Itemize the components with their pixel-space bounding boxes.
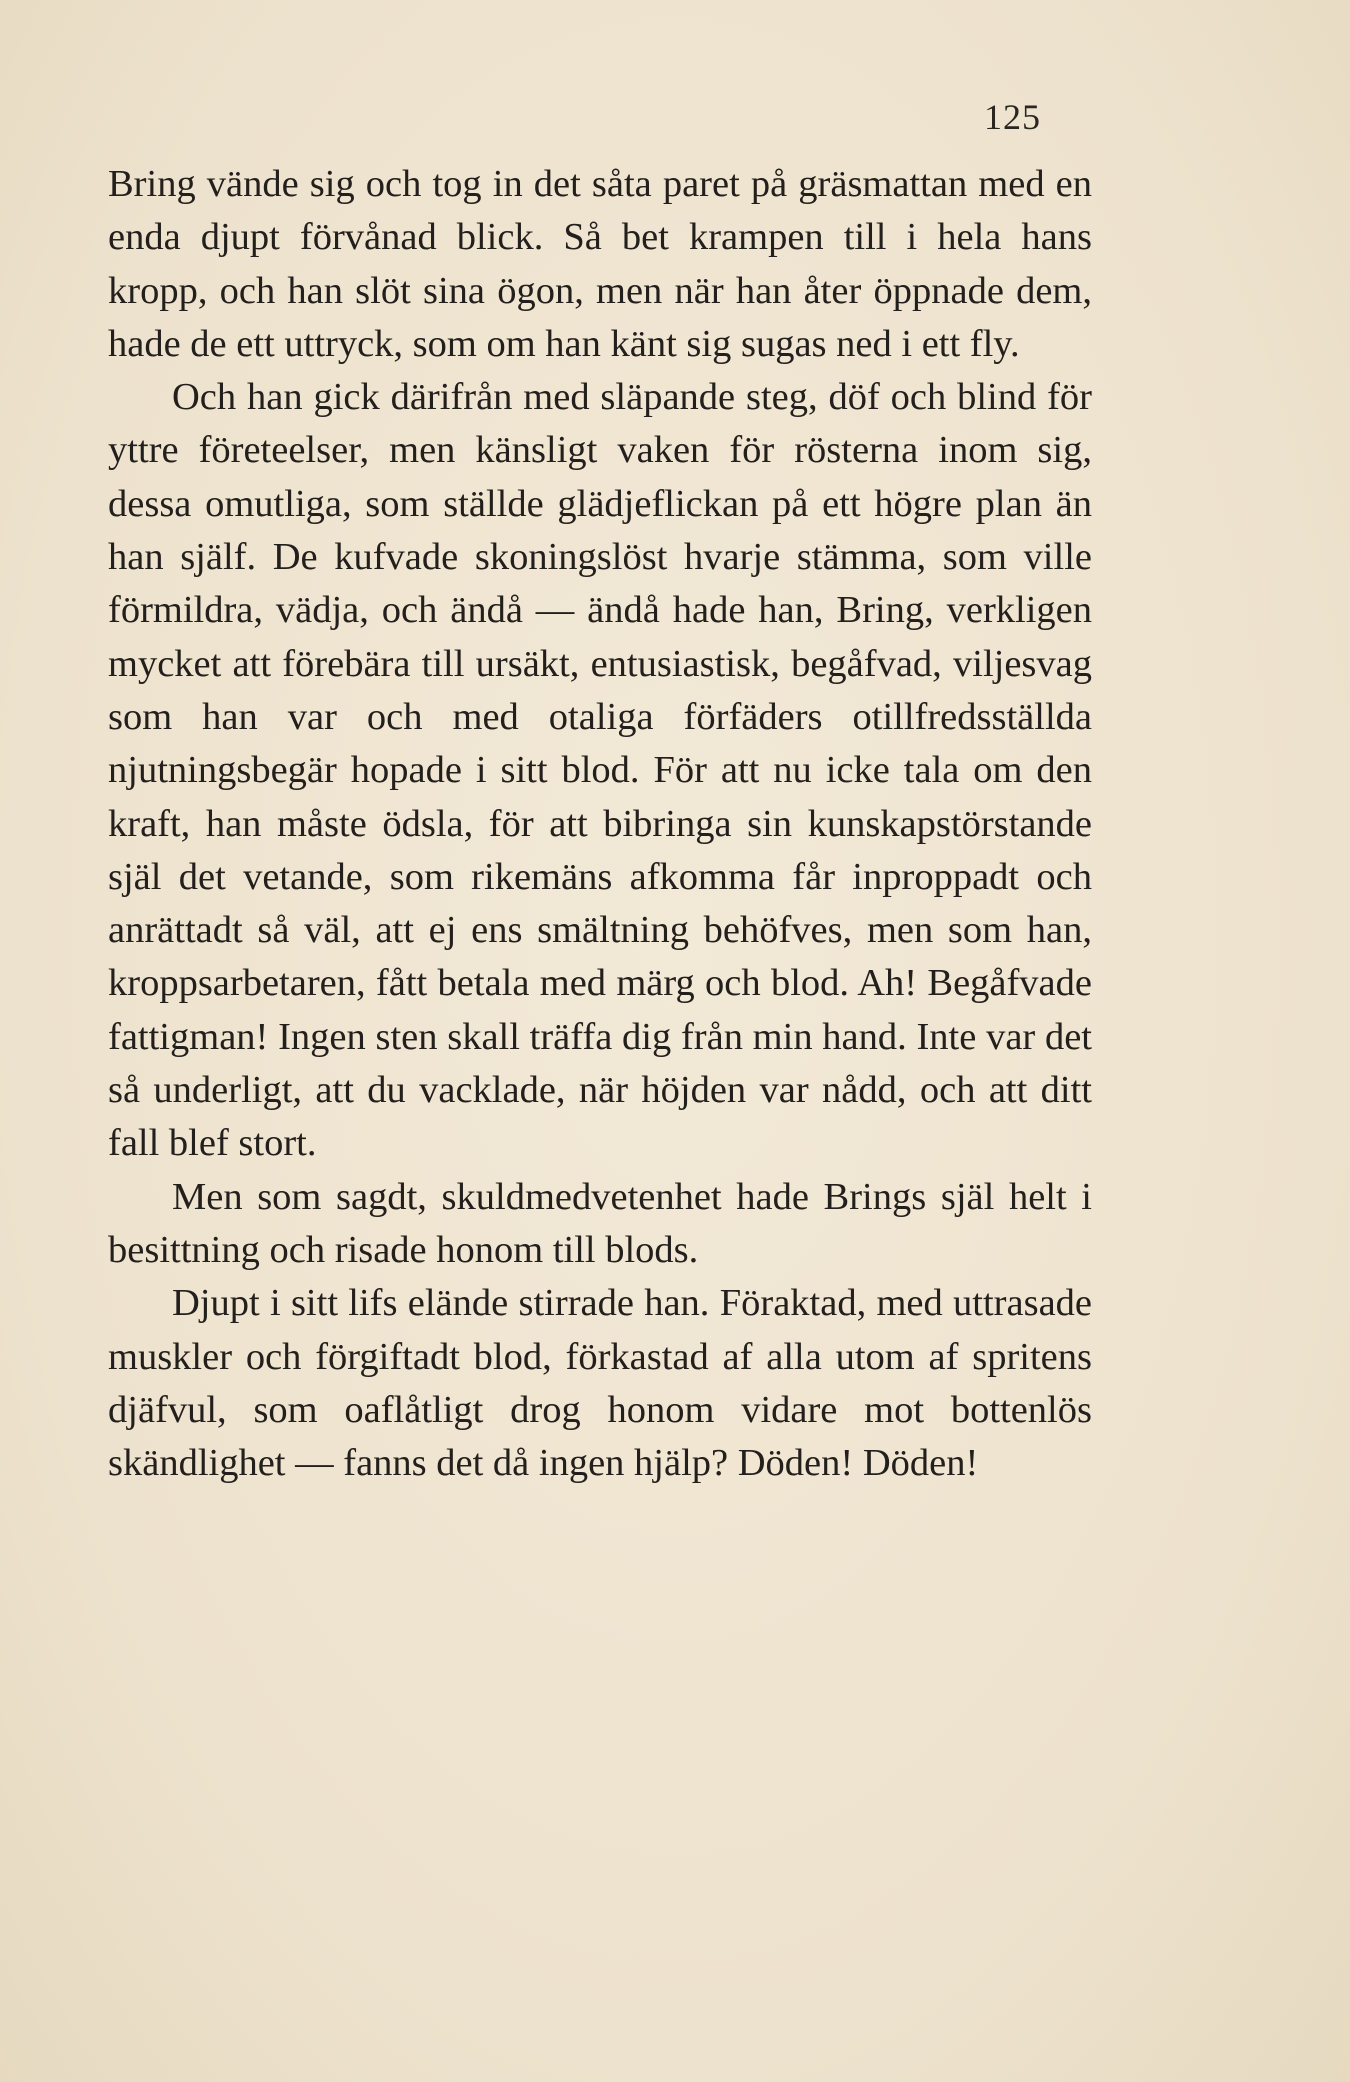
body-text [108, 158, 1092, 1490]
page-number: 125 [984, 97, 1041, 137]
paragraph-3: Men som sagdt, skuldmedvetenhet hade Brings själ helt i besittning och risade honom till blods. [108, 1175, 1092, 1271]
paragraph-2: Och han gick därifrån med släpande steg, döf och blind för yttre företeelser, men känsligt vaken för rösterna inom sig, dessa omutliga, som ställde glädjeflickan på ett högre plan än han själf. De kufvade skoningslöst hvarje stämma, som ville förmildra, vädja, och ändå — ändå hade han, Bring, verkligen mycket att förebära till ursäkt, entusiastisk, begåfvad, viljesvag som han var och med otaliga förfäders otillfredsställda njutningsbegär hopade i sitt blod. För att nu icke tala om den kraft, han måste ödsla, för att bibringa sin kunskapstörstande själ det vetande, som rikemäns afkomma får inproppadt och anrättadt så väl, att ej ens smältning behöfves, men som han, kroppsarbetaren, fått betala med märg och blod. Ah! Begåfvade fattigman! Ingen sten skall träffa dig från min hand. Inte var det så underligt, att du vacklade, när höjden var nådd, och att ditt fall blef stort. [108, 376, 1092, 1165]
paragraph-1: Bring vände sig och tog in det såta paret på gräsmattan med en enda djupt förvånad blick. Så bet krampen till i hela hans kropp, och han slöt sina ögon, men när han åter öppnade dem, hade de ett uttryck, som om han känt sig sugas ned i ett fly. [108, 163, 1092, 365]
paragraph-4: Djupt i sitt lifs elände stirrade han. Föraktad, med uttrasade muskler och förgiftadt blod, förkastad af alla utom af spritens djäfvul, som oaflåtligt drog honom vidare mot bottenlös skändlighet — fanns det då ingen hjälp? Döden! Döden! [108, 1282, 1092, 1485]
